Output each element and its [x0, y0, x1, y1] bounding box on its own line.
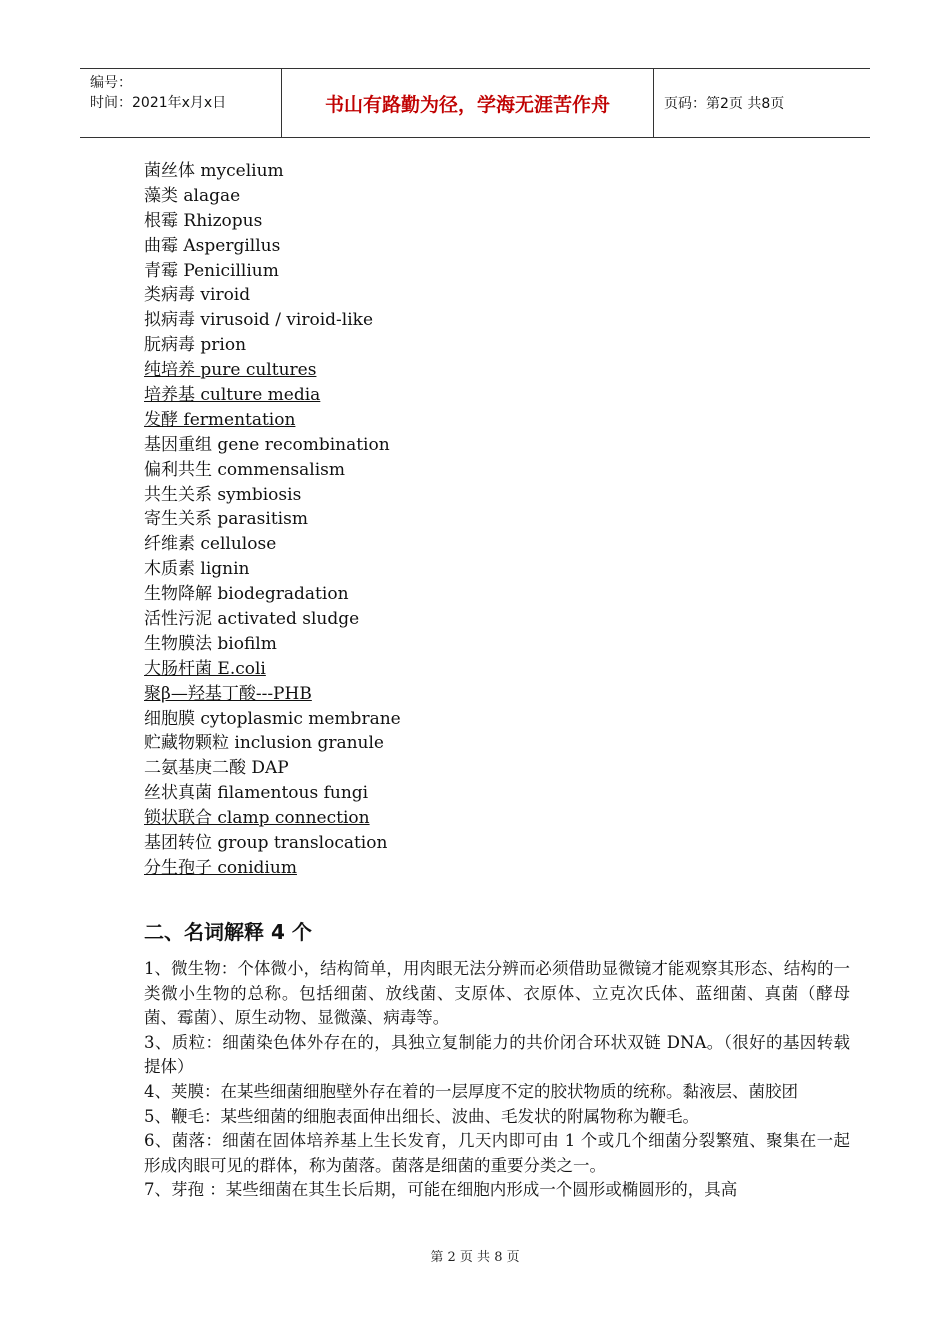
vocabulary-item: 分生孢子 conidium	[144, 857, 297, 878]
vocabulary-item: 朊病毒 prion	[144, 335, 247, 356]
vocabulary-item: 青霉 Penicillium	[144, 260, 279, 281]
vocabulary-item: 锁状联合 clamp connection	[144, 808, 370, 829]
vocabulary-item: 纯培养 pure cultures	[144, 360, 317, 381]
vocabulary-item: 二氨基庚二酸 DAP	[144, 758, 289, 779]
vocabulary-list	[144, 159, 401, 881]
definitions-list	[144, 957, 850, 1203]
vocabulary-item: 曲霉 Aspergillus	[144, 235, 281, 256]
definition-paragraph: 6、菌落：细菌在固体培养基上生长发育，几天内即可由 1 个或几个细菌分裂繁殖、聚集在一起形成肉眼可见的群体，称为菌落。菌落是细菌的重要分类之一。	[144, 1131, 850, 1175]
vocabulary-item: 寄生关系 parasitism	[144, 509, 308, 530]
vocabulary-item: 聚β—羟基丁酸---PHB	[144, 683, 312, 704]
vocabulary-item: 偏利共生 commensalism	[144, 459, 345, 480]
vocabulary-item: 纤维素 cellulose	[144, 534, 277, 555]
vocabulary-item: 贮藏物颗粒 inclusion granule	[144, 733, 384, 754]
definition-paragraph: 7、芽孢 ：某些细菌在其生长后期，可能在细胞内形成一个圆形或椭圆形的，具高	[144, 1180, 738, 1200]
vocabulary-item: 活性污泥 activated sludge	[144, 609, 360, 630]
definition-paragraph: 5、鞭毛：某些细菌的细胞表面伸出细长、波曲、毛发状的附属物称为鞭毛。	[144, 1106, 699, 1126]
vocabulary-item: 菌丝体 mycelium	[144, 161, 284, 181]
definition-paragraph: 4、荚膜：在某些细菌细胞壁外存在着的一层厚度不定的胶状物质的统称。黏液层、菌胶团	[144, 1081, 798, 1101]
document-number-label: 编号：	[90, 75, 132, 91]
vocabulary-item: 根霉 Rhizopus	[144, 210, 263, 231]
vocabulary-item: 发酵 fermentation	[144, 409, 296, 430]
header-page-number: 页码：第2页 共8页	[664, 96, 785, 112]
vocabulary-item: 培养基 culture media	[144, 385, 321, 406]
document-time-label: 时间：2021年x月x日	[90, 95, 227, 111]
section-title: 二、名词解释 4 个	[144, 920, 312, 944]
header-motto: 书山有路勤为径，学海无涯苦作舟	[281, 69, 654, 137]
vocabulary-item: 类病毒 viroid	[144, 285, 251, 306]
vocabulary-item: 生物膜法 biofilm	[144, 633, 277, 654]
vocabulary-item: 木质素 lignin	[144, 559, 250, 580]
page-footer: 第 2 页 共 8 页	[430, 1250, 520, 1265]
vocabulary-item: 基因重组 gene recombination	[144, 434, 390, 455]
vocabulary-item: 丝状真菌 filamentous fungi	[144, 783, 369, 804]
vocabulary-item: 藻类 alagae	[144, 185, 241, 206]
page-header	[80, 68, 870, 138]
vocabulary-item: 拟病毒 virusoid / viroid-like	[144, 310, 374, 331]
vocabulary-item: 共生关系 symbiosis	[144, 484, 302, 505]
vocabulary-item: 大肠杆菌 E.coli	[144, 658, 266, 679]
vocabulary-item: 基团转位 group translocation	[144, 833, 388, 854]
vocabulary-item: 细胞膜 cytoplasmic membrane	[144, 708, 401, 729]
header-meta	[80, 69, 281, 137]
definition-paragraph: 3、质粒：细菌染色体外存在的，具独立复制能力的共价闭合环状双链 DNA。（很好的基因转载提体）	[144, 1032, 850, 1077]
definition-paragraph: 1、微生物：个体微小，结构简单，用肉眼无法分辨而必须借助显微镜才能观察其形态、结构的一类微小生物的总称。包括细菌、放线菌、支原体、衣原体、立克次氏体、蓝细菌、真菌（酵母菌、霉菌）、原生动物、显微藻、病毒等。	[144, 959, 850, 1028]
vocabulary-item: 生物降解 biodegradation	[144, 584, 349, 605]
